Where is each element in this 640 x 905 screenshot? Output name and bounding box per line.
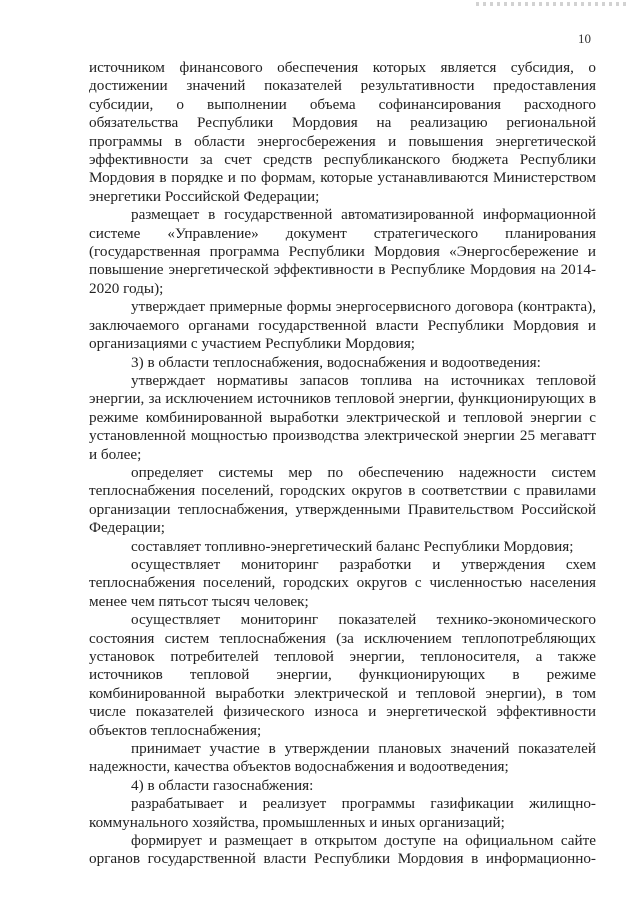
- text-line: размещает в государственной автоматизированной информационной: [131, 206, 596, 224]
- text-line: 2020 годы);: [89, 279, 164, 297]
- text-line: эффективности за счет средств республиканского бюджета Республики: [89, 151, 596, 169]
- text-line: установленной мощностью производства электрической энергии 25 мегаватт: [89, 427, 596, 445]
- text-line: теплоснабжения поселений, городских округов в соответствии с правилами: [89, 482, 596, 500]
- text-line: коммунального хозяйства, промышленных и иных организаций;: [89, 813, 505, 831]
- text-line: источником финансового обеспечения которых является субсидия, о: [89, 59, 596, 76]
- text-line: источников тепловой энергии, функционирующих в режиме: [89, 666, 596, 684]
- text-line: объектов теплоснабжения;: [89, 721, 262, 739]
- text-line: субсидии, о выполнении объема софинансирования расходного: [89, 95, 596, 113]
- text-line: системе «Управление» документ стратегического планирования: [89, 224, 596, 242]
- text-line: программы в области энергосбережения и повышения энергетической: [89, 132, 596, 150]
- text-line: состояния систем теплоснабжения (за исключением теплопотребляющих: [89, 629, 596, 647]
- text-line: 3) в области теплоснабжения, водоснабжения и водоотведения:: [131, 353, 541, 371]
- text-line: осуществляет мониторинг разработки и утверждения схем: [131, 555, 596, 573]
- text-line: принимает участие в утверждении плановых значений показателей: [131, 740, 596, 758]
- text-line: менее чем пятьсот тысяч человек;: [89, 592, 309, 610]
- text-line: режиме комбинированной выработки электрической и тепловой энергии с: [89, 408, 596, 426]
- text-line: установок потребителей тепловой энергии, теплоносителя, а также: [89, 648, 596, 665]
- text-line: и более;: [89, 445, 142, 463]
- text-line: (государственная программа Республики Мордовия «Энергосбережение и: [89, 243, 596, 261]
- text-line: заключаемого органами государственной власти Республики Мордовия и: [89, 316, 596, 334]
- text-line: организациями с участием Республики Мордовия;: [89, 335, 416, 353]
- text-line: формирует и размещает в открытом доступе на официальном сайте: [131, 832, 596, 850]
- text-line: энергетики Российской Федерации;: [89, 187, 320, 205]
- scan-artifact: [476, 2, 626, 6]
- text-line: повышение энергетической эффективности в Республике Мордовия на 2014-: [89, 261, 596, 279]
- text-line: определяет системы мер по обеспечению надежности систем: [131, 463, 596, 481]
- text-line: теплоснабжения поселений, городских округов с численностью населения: [89, 574, 596, 592]
- page-number: 10: [578, 31, 591, 46]
- text-line: Мордовия в порядке и по формам, которые устанавливаются Министерством: [89, 169, 596, 187]
- text-line: комбинированной выработки электрической и тепловой энергии), в том: [89, 684, 596, 702]
- text-line: разрабатывает и реализует программы газификации жилищно-: [131, 795, 596, 813]
- document-body: [89, 59, 596, 869]
- text-line: организации теплоснабжения, утвержденными Правительством Российской: [89, 500, 596, 518]
- text-line: утверждает нормативы запасов топлива на источниках тепловой: [131, 371, 596, 389]
- text-line: числе показателей физического износа и энергетической эффективности: [89, 703, 596, 721]
- text-line: составляет топливно-энергетический баланс Республики Мордовия;: [131, 537, 574, 555]
- text-line: 4) в области газоснабжения:: [131, 776, 314, 794]
- text-line: обязательства Республики Мордовия на реализацию региональной: [89, 114, 596, 132]
- text-line: достижении значений показателей результативности предоставления: [89, 77, 596, 95]
- text-line: утверждает примерные формы энергосервисного договора (контракта),: [131, 298, 596, 316]
- text-line: органов государственной власти Республики Мордовия в информационно-: [89, 850, 596, 868]
- text-line: надежности, качества объектов водоснабжения и водоотведения;: [89, 758, 509, 776]
- text-line: осуществляет мониторинг показателей технико-экономического: [131, 611, 596, 629]
- text-line: энергии, за исключением источников тепловой энергии, функционирующих в: [89, 390, 596, 408]
- body-text: [89, 59, 596, 869]
- text-line: Федерации;: [89, 519, 165, 537]
